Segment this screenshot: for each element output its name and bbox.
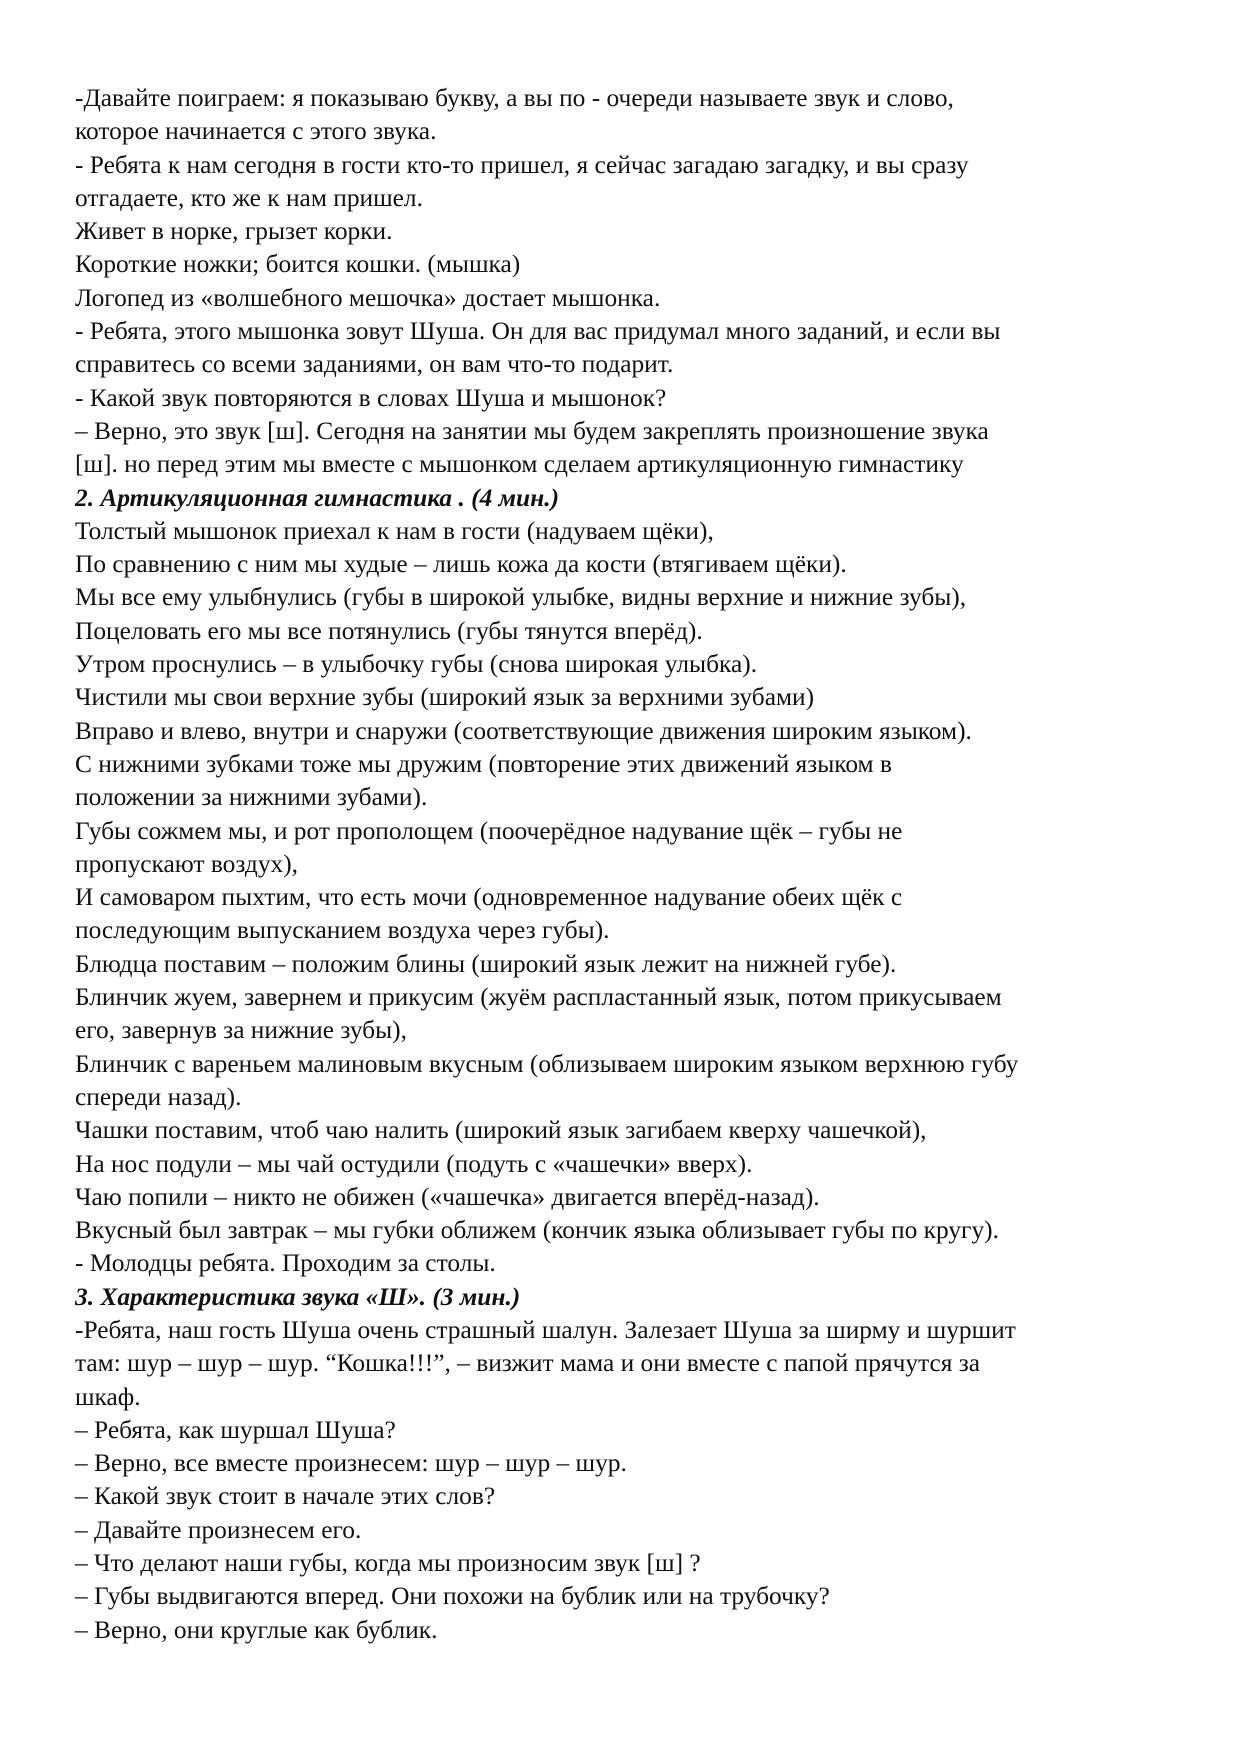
text-line: - Какой звук повторяются в словах Шуша и мышонок? <box>75 383 667 412</box>
text-line: Логопед из «волшебного мешочка» достает мышонка. <box>75 283 661 312</box>
text-line: справитесь со всеми заданиями, он вам что-то подарит. <box>75 350 674 379</box>
text-line: там: шур – шур – шур. “Кошка!!!”, – визжит мама и они вместе с папой прячутся за <box>75 1349 981 1378</box>
text-line: спереди назад). <box>75 1082 242 1111</box>
text-line: -Ребята, наш гость Шуша очень страшный шалун. Залезает Шуша за ширму и шуршит <box>75 1315 1016 1344</box>
text-line: – Какой звук стоит в начале этих слов? <box>75 1482 496 1511</box>
text-line: шкаф. <box>75 1382 141 1411</box>
text-line: – Верно, они круглые как бублик. <box>75 1615 438 1644</box>
text-line: Поцеловать его мы все потянулись (губы тянутся вперёд). <box>75 616 703 645</box>
text-line: Вкусный был завтрак – мы губки оближем (кончик языка облизывает губы по кругу). <box>75 1216 999 1245</box>
document-page <box>75 82 1185 1647</box>
text-line: -Давайте поиграем: я показываю букву, а вы по - очереди называете звук и слово, <box>75 84 954 112</box>
text-line: Чаю попили – никто не обижен («чашечка» двигается вперёд-назад). <box>75 1182 820 1211</box>
text-line: На нос подули – мы чай остудили (подуть с «чашечки» вверх). <box>75 1149 753 1178</box>
text-line: – Верно, это звук [ш]. Сегодня на занятии мы будем закреплять произношение звука <box>75 416 989 445</box>
text-line: По сравнению с ним мы худые – лишь кожа да кости (втягиваем щёки). <box>75 550 847 579</box>
text-line: Вправо и влево, внутри и снаружи (соответствующие движения широким языком). <box>75 716 972 745</box>
text-line: Живет в норке, грызет корки. <box>75 217 393 246</box>
text-line: Чашки поставим, чтоб чаю налить (широкий язык загибаем кверху чашечкой), <box>75 1116 927 1145</box>
text-line: отгадаете, кто же к нам пришел. <box>75 183 423 212</box>
text-line: Короткие ножки; боится кошки. (мышка) <box>75 250 521 279</box>
text-line: - Молодцы ребята. Проходим за столы. <box>75 1249 496 1278</box>
text-line: - Ребята, этого мышонка зовут Шуша. Он для вас придумал много заданий, и если вы <box>75 317 1001 346</box>
text-line: последующим выпусканием воздуха через губы). <box>75 916 610 945</box>
text-line: – Что делают наши губы, когда мы произносим звук [ш] ? <box>75 1549 701 1578</box>
text-line: – Давайте произнесем его. <box>75 1515 362 1544</box>
text-line: И самоваром пыхтим, что есть мочи (одновременное надувание обеих щёк с <box>75 883 903 912</box>
text-line: Толстый мышонок приехал к нам в гости (надуваем щёки), <box>75 516 714 545</box>
text-line: – Верно, все вместе произнесем: шур – шур – шур. <box>75 1449 627 1478</box>
section-heading: 3. Характеристика звука «Ш». (3 мин.) <box>75 1282 521 1311</box>
text-line: Чистили мы свои верхние зубы (широкий язык за верхними зубами) <box>75 683 815 712</box>
text-line: – Губы выдвигаются вперед. Они похожи на бублик или на трубочку? <box>75 1582 830 1611</box>
text-line: Мы все ему улыбнулись (губы в широкой улыбке, видны верхние и нижние зубы), <box>75 583 967 612</box>
text-line: Губы сожмем мы, и рот прополощем (поочерёдное надувание щёк – губы не <box>75 816 903 845</box>
text-line: - Ребята к нам сегодня в гости кто-то пришел, я сейчас загадаю загадку, и вы сразу <box>75 150 969 179</box>
text-line: – Ребята, как шуршал Шуша? <box>75 1415 396 1444</box>
text-line: его, завернув за нижние зубы), <box>75 1016 407 1045</box>
text-line: Блюдца поставим – положим блины (широкий язык лежит на нижней губе). <box>75 949 897 978</box>
text-line: которое начинается с этого звука. <box>75 117 437 146</box>
text-line: [ш]. но перед этим мы вместе с мышонком сделаем артикуляционную гимнастику <box>75 450 964 479</box>
text-line: Утром проснулись – в улыбочку губы (снова широкая улыбка). <box>75 650 758 679</box>
text-line: пропускают воздух), <box>75 849 299 878</box>
text-line: положении за нижними зубами). <box>75 783 428 812</box>
section-heading: 2. Артикуляционная гимнастика . (4 мин.) <box>75 483 560 512</box>
text-line: Блинчик жуем, завернем и прикусим (жуём распластанный язык, потом прикусываем <box>75 983 1002 1012</box>
text-line: С нижними зубками тоже мы дружим (повторение этих движений языком в <box>75 749 892 778</box>
text-line: Блинчик с вареньем малиновым вкусным (облизываем широким языком верхнюю губу <box>75 1049 1019 1078</box>
